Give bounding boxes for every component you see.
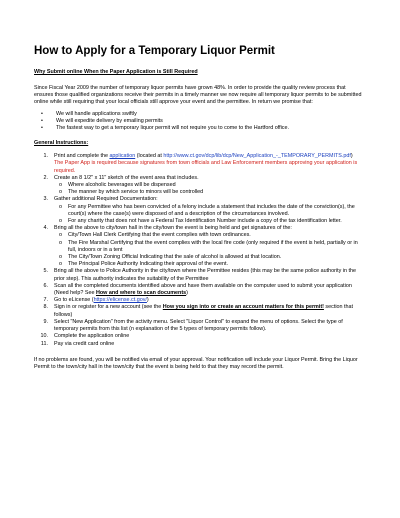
paper-app-note: The Paper App is required because signatures from town officials and Law Enforcement members approving your application is required. (54, 160, 358, 174)
instruction-steps (34, 153, 364, 347)
page-title: How to Apply for a Temporary Liquor Permit (34, 45, 275, 57)
circle-bullet-icon: o (59, 261, 62, 268)
step-5: 5. Bring all the above to Police Authority in the city/town where the Permittee resides (this may be the same police authority in the prior step). This authority indicates the suitability of the Permittee (43, 268, 357, 282)
step-1: 1. Print and complete the application (located at http://www.ct.gov/dcp/lib/dcp/New_Application_-_TEMPORARY_PERMITS.pdf) The Paper App is required because signatures from town officials and Law Enforcement members approving your application is required. (43, 153, 358, 174)
list-item: o The manner by which service to minors will be controlled (59, 189, 204, 196)
list-item: • We will expedite delivery by emailing permits (41, 117, 163, 124)
bullet-icon: • (41, 125, 43, 132)
circle-bullet-icon: o (59, 182, 62, 189)
closing-paragraph: If no problems are found, you will be notified via email of your approval. Your notification will include your Liquor Permit. Bring the Liquor Permit to the town/city hall in the town/city that the event is being held to that they may record the permit. (34, 356, 358, 370)
circle-bullet-icon: o (59, 203, 62, 210)
account-section-link[interactable]: How you sign into or create an account matters for this permit! (162, 304, 324, 311)
step-6: 6. Scan all the completed documents identified above and have them available on the computer used to submit your application (Need help? See How and where to scan documents) (43, 282, 352, 297)
intro-paragraph: Since Fiscal Year 2009 the number of temporary liquor permits have grown 48%. In order to provide the quality review process that ensures those qualified organizations receive their permits in a timely manner we now require all temporary liquor permits to be submitted online while still requiring that your local officials still approve your event and the permittee. In return we promise that: (34, 85, 362, 106)
list-item: o The Fire Marshal Certifying that the event complies with the local fire code (only required if the event is held, partially or in full, indoors or in a tent (59, 239, 358, 253)
step-10: 10. Complete the application online (40, 333, 130, 340)
step-2: 2. Create an 8 1/2" x 11" sketch of the event area that includes. o Where alcoholic beverages will be dispensed o The manner by which service to minors will be controlled (34, 175, 364, 197)
section-heading-why-online: Why Submit online When the Paper Application is Still Required (34, 69, 198, 75)
application-url[interactable]: http://www.ct.gov/dcp/lib/dcp/New_Application_-_TEMPORARY_PERMITS.pdf (163, 153, 351, 160)
step-4-sublist (54, 232, 364, 268)
step-11: 11. Pay via credit card online (40, 340, 115, 347)
list-item: o For any Permittee who has been convicted of a felony include a statement that includes the date of the conviction(s), the court(s) where the case(s) were disposed of and a description of the circumstances involved. (59, 203, 355, 217)
general-instructions-heading: General Instructions: (34, 140, 89, 147)
list-item: • The fastest way to get a temporary liquor permit will not require you to come to the Hartford office. (41, 125, 290, 132)
list-item: o The Principal Police Authority Indicating their approval of the event. (59, 261, 229, 268)
elicense-link[interactable]: https://elicense.ct.gov/ (93, 297, 147, 304)
bullet-icon: • (41, 110, 43, 117)
list-item: o For any charity that does not have a Federal Tax Identification Number include a copy of the tax identification letter. (59, 218, 342, 225)
step-2-sublist (54, 182, 364, 196)
circle-bullet-icon: o (59, 189, 62, 196)
step-4: 4. Bring all the above to city/town hall in the city/town the event is being held and get signatures of the: o City/Town Hall Clerk Certifying that the event complies with town ordinances. o The Fire Marshal Certifying that the event complies with the local fire code (only required if the event is held, partially or in full, indoors or in a tent o The City/Town Zoning Official Indicating that the sale of alcohol is allowed at that location. o The Principal Police Authority Indicating their approval of the event. (34, 225, 364, 268)
step-9: 9. Select "New Application" from the activity menu. Select "Liquor Control" to expand the menu of options. Select the type of temporary permits from this list (n explanation of the 5 types of temporary permits follow). (43, 318, 343, 333)
circle-bullet-icon: o (59, 218, 62, 225)
list-item: • We will handle applications swiftly (41, 110, 137, 117)
step-7: 7. Go to eLicense (https://elicense.ct.gov/) (43, 297, 149, 304)
application-link[interactable]: application (109, 153, 136, 160)
scan-help-link[interactable]: How and where to scan documents (95, 290, 187, 297)
circle-bullet-icon: o (59, 232, 62, 239)
promise-list (34, 111, 364, 133)
list-item: o Where alcoholic beverages will be dispensed (59, 182, 176, 189)
circle-bullet-icon: o (59, 254, 62, 261)
list-item: o City/Town Hall Clerk Certifying that the event complies with town ordinances. (59, 232, 251, 239)
step-8: 8. Sign in or register for a new account (see the How you sign into or create an account matters for this permit! section that follows) (43, 304, 354, 318)
step-3: 3. Gather additional Required Documentation: o For any Permittee who has been convicted of a felony include a statement that includes the date of the conviction(s), the court(s) where the case(s) were disposed of and a description of the circumstances involved. o For any charity that does not have a Federal Tax Identification Number include a copy of the tax identification letter. (34, 196, 364, 225)
step-3-sublist (54, 204, 364, 226)
list-item: o The City/Town Zoning Official Indicating that the sale of alcohol is allowed at that location. (59, 254, 282, 261)
bullet-icon: • (41, 117, 43, 124)
circle-bullet-icon: o (59, 239, 62, 246)
